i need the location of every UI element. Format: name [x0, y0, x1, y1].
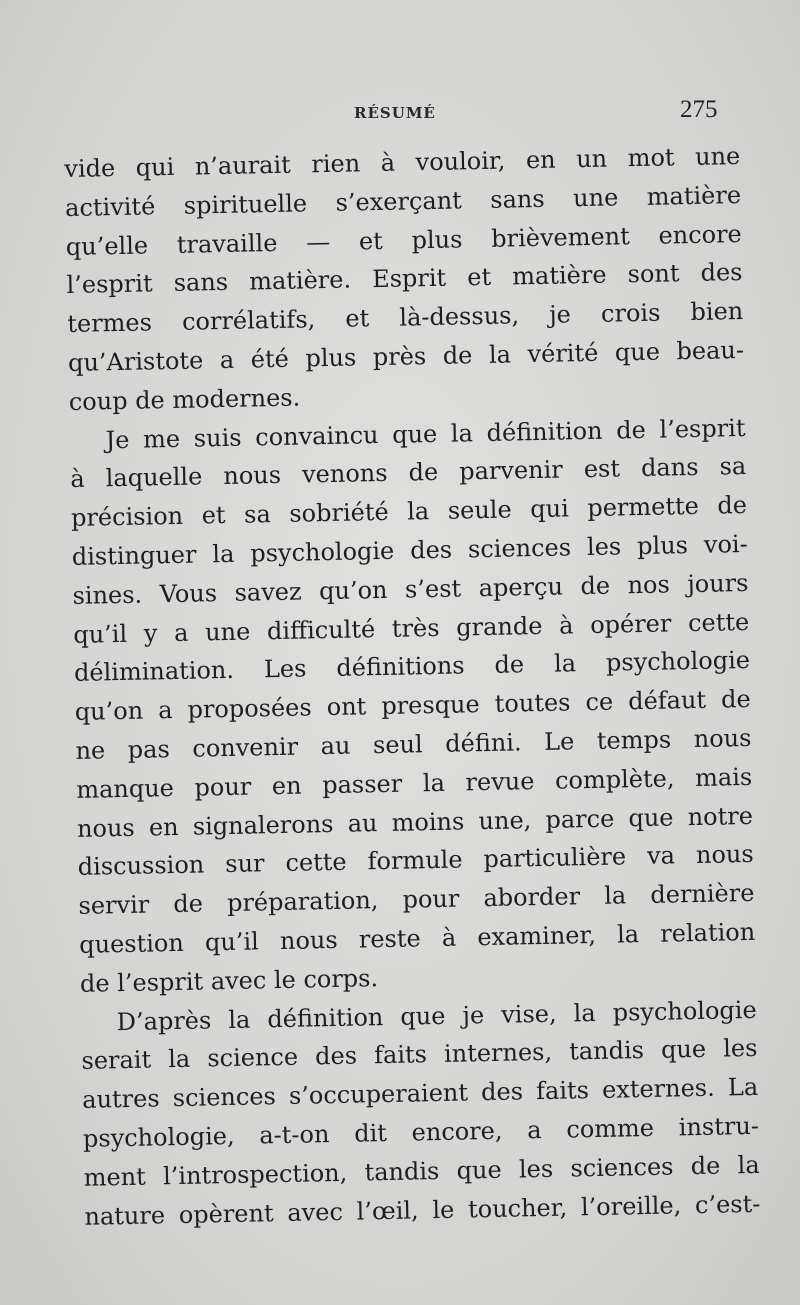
text-line: manque pour en passer la revue complète, mais [76, 762, 753, 804]
paragraph-2 [69, 409, 756, 1004]
text-line: délimination. Les définitions de la psychologie [73, 646, 751, 688]
running-title: RÉSUMÉ [354, 104, 436, 122]
text-line: nous en signalerons au moins une, parce que notre [76, 801, 754, 843]
text-line: qu’elle travaille — et plus brièvement encore [65, 219, 742, 261]
text-line: précision et sa sobriété la seule qui permette de [70, 491, 748, 533]
text-line: activité spirituelle s’exerçant sans une matière [64, 180, 742, 222]
text-line: ment l’introspection, tandis que les sciences de la [83, 1150, 760, 1192]
text-line: ne pas convenir au seul défini. Le temps nous [75, 723, 752, 765]
text-line: question qu’il nous reste à examiner, la relation [78, 917, 756, 959]
text-line: autres sciences s’occuperaient des faits externes. La [81, 1072, 759, 1114]
text-line: D’après la définition que je vise, la psychologie [116, 995, 757, 1036]
body-text [64, 137, 761, 1236]
running-head [0, 96, 800, 136]
text-line: qu’on a proposées ont presque toutes ce défaut de [74, 685, 751, 727]
text-line: qu’Aristote a été plus près de la vérité que beau- [67, 335, 745, 377]
text-line: de l’esprit avec le corps. [79, 963, 379, 998]
paragraph-1 [64, 137, 745, 422]
text-line: Je me suis convaincu que la définition de l’esprit [105, 413, 746, 454]
text-line: l’esprit sans matière. Esprit et matière sont des [66, 258, 743, 300]
text-line: servir de préparation, pour aborder la dernière [78, 879, 755, 920]
text-line: coup de modernes. [68, 383, 301, 416]
text-line: distinguer la psychologie des sciences les plus voi- [71, 529, 748, 571]
text-line: serait la science des faits internes, tandis que les [81, 1034, 758, 1076]
text-line: termes corrélatifs, et là-dessus, je crois bien [67, 297, 744, 339]
text-line: à laquelle nous venons de parvenir est dans sa [70, 452, 747, 494]
page-number: 275 [680, 96, 718, 123]
text-line: nature opèrent avec l’œil, le toucher, l’oreille, c’est- [84, 1189, 761, 1231]
text-line: discussion sur cette formule particulière va nous [77, 840, 754, 882]
text-line: vide qui n’aurait rien à vouloir, en un mot une [64, 142, 741, 183]
paragraph-3 [80, 990, 760, 1236]
text-line: sines. Vous savez qu’on s’est aperçu de nos jours [72, 568, 749, 610]
text-line: qu’il y a une difficulté très grande à opérer cette [73, 607, 750, 649]
text-line: psychologie, a-t-on dit encore, a comme instru- [82, 1111, 760, 1153]
